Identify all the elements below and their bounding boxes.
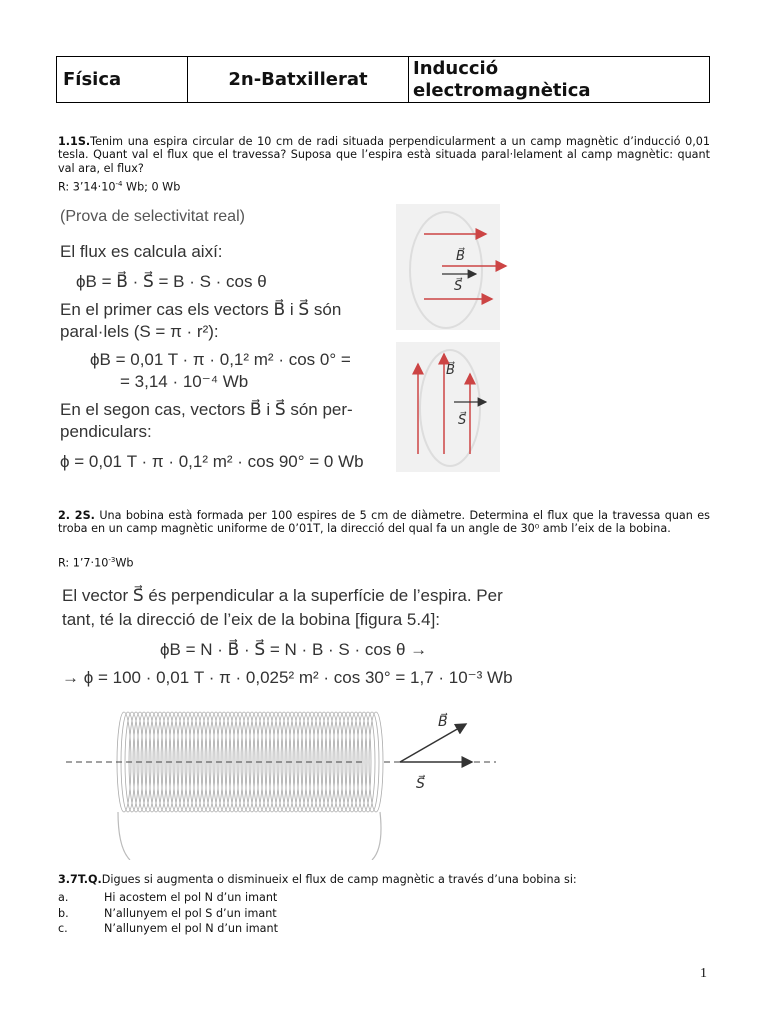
header-topic-line1: Inducció — [413, 57, 499, 79]
sol1-line: = 3,14 · 10⁻⁴ Wb — [120, 372, 249, 391]
label-b1: B⃗ — [456, 249, 465, 264]
problem3-statement — [58, 873, 710, 886]
problem3-list — [58, 890, 278, 937]
problem2-solution — [58, 584, 708, 694]
sol2-line: ϕB = N · B⃗ · S⃗ = N · B · S · cos θ → — [160, 640, 428, 659]
problem3-number: 3.7T.Q. — [58, 873, 102, 886]
sol1-line: pendiculars: — [60, 422, 152, 441]
header-subject: Física — [57, 57, 188, 102]
problem3-text: Digues si augmenta o disminueix el flux de camp magnètic a través d’una bobina si: — [101, 873, 577, 886]
figure-panel-parallel — [396, 204, 500, 330]
sol1-line: El flux es calcula així: — [60, 242, 223, 261]
figure-panel-perpendicular — [396, 342, 500, 472]
problem1-text: Tenim una espira circular de 10 cm de radi situada perpendicularment a un camp magnètic d’inducció 0,01 tesla. Quant val el flux que el travessa? Suposa que l’espira està situada paral·lelament al camp magnètic: quant val ara, el flux? — [58, 135, 710, 175]
page-number: 1 — [700, 966, 707, 981]
problem2-number: 2. 2S. — [58, 509, 95, 522]
coil-figure — [66, 700, 510, 860]
list-item: c. N’allunyem el pol N d’un imant — [58, 922, 278, 935]
header-course: 2n-Batxillerat — [188, 57, 409, 102]
sol2-line: → ϕ = 100 · 0,01 T · π · 0,025² m² · cos 30° = 1,7 · 10⁻³ Wb — [62, 668, 513, 687]
sol1-line: (Prova de selectivitat real) — [60, 208, 245, 225]
sol1-line: paral·lels (S = π · r²): — [60, 322, 219, 341]
label-b: B⃗ — [438, 714, 448, 730]
header-topic — [409, 57, 709, 102]
problem2-statement — [58, 509, 710, 536]
list-item: b. N’allunyem el pol S d’un imant — [58, 906, 277, 920]
sol1-line: En el segon cas, vectors B⃗ i S⃗ són per- — [60, 400, 353, 419]
sol1-line: ϕ = 0,01 T · π · 0,1² m² · cos 90° = 0 Wb — [60, 452, 364, 471]
sol1-line: En el primer cas els vectors B⃗ i S⃗ són — [60, 300, 342, 319]
problem1-answer: R: $3’14\cdot 10^{-4}$ Wb; 0 Wb — [58, 180, 181, 194]
problem2-text: Una bobina està formada per 100 espires de 5 cm de diàmetre. Determina el flux que la travessa quan es troba en un camp magnètic uniforme de 0’01T, la direcció del qual fa un angle de 30⁰ amb l’eix de la bobina. — [58, 509, 710, 536]
label-s2: S⃗ — [458, 413, 467, 428]
problem2-answer: R: $1’7\cdot 10^{-3}Wb$ — [58, 556, 134, 570]
label-b2: B⃗ — [446, 363, 455, 378]
sol2-line: El vector S⃗ és perpendicular a la superfície de l’espira. Per — [62, 586, 503, 605]
header-table — [56, 56, 710, 103]
list-item: a. Hi acostem el pol N d’un imant — [58, 891, 278, 904]
header-topic-line2: electromagnètica — [413, 79, 591, 101]
problem1-figure — [394, 204, 514, 476]
problem1-number: 1.1S. — [58, 135, 91, 148]
sol1-line: ϕB = B⃗ · S⃗ = B · S · cos θ — [76, 272, 267, 291]
problem1-statement — [58, 135, 710, 175]
problem1-solution — [58, 204, 388, 484]
label-s: S⃗ — [416, 776, 425, 792]
sol2-line: tant, té la direcció de l’eix de la bobina [figura 5.4]: — [62, 610, 441, 629]
label-s1: S⃗ — [454, 279, 463, 294]
sol1-line: ϕB = 0,01 T · π · 0,1² m² · cos 0° = — [90, 350, 351, 369]
